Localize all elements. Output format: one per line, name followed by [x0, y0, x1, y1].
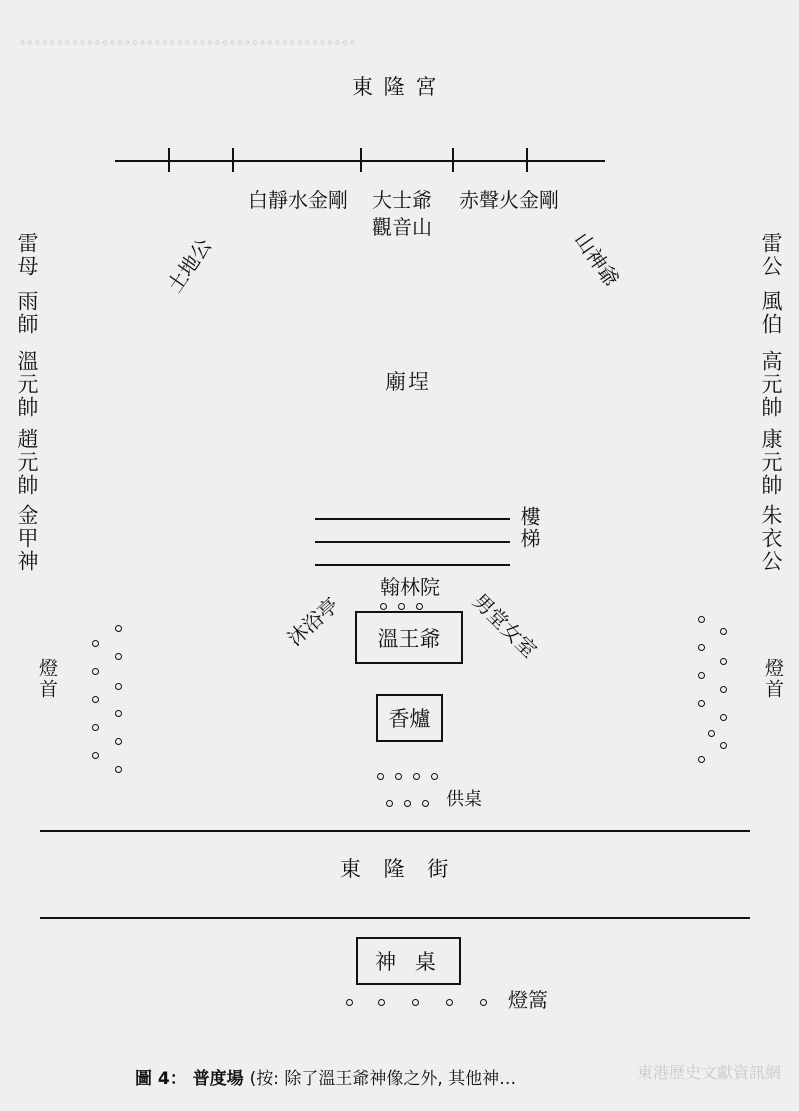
left-lamp-label: 燈首 [35, 658, 58, 700]
lamp-dot [92, 668, 99, 675]
street-bottom-line [40, 917, 750, 919]
left-col-yushi: 雨師 [15, 290, 40, 336]
deity-shanshenye: 山神爺 [569, 227, 624, 291]
watermark: 東港歷史文獻資訊網 [636, 1063, 781, 1082]
lamp-dot [720, 628, 727, 635]
miaocheng-label: 廟埕 [385, 370, 431, 394]
top-tick [452, 148, 454, 172]
offering-dot [431, 773, 438, 780]
deity-guanyinshan: 觀音山 [372, 215, 432, 239]
lamp-dot [720, 686, 727, 693]
lamp-dot [708, 730, 715, 737]
lamp-dot [115, 625, 122, 632]
top-tick [526, 148, 528, 172]
offering-dot [395, 773, 402, 780]
lamp-dot [698, 700, 705, 707]
bottom-altar-label: 神 桌 [375, 950, 442, 974]
offering-dot [380, 603, 387, 610]
lamp-dot [92, 724, 99, 731]
lamp-dot [720, 742, 727, 749]
left-col-jinjiashen: 金甲神 [15, 504, 40, 573]
deity-dashiye: 大士爺 [372, 188, 432, 212]
top-tick [168, 148, 170, 172]
lamp-pole-label: 燈篙 [508, 988, 548, 1012]
caption-note: (按: 除了溫王爺神像之外, 其他神… [249, 1069, 517, 1089]
offering-dot [422, 800, 429, 807]
top-tick [232, 148, 234, 172]
wenwangye-box [355, 611, 463, 664]
right-col-gaoyuanshuai: 高元帥 [759, 350, 784, 419]
incense-burner-box [376, 694, 443, 742]
deity-baijing: 白靜水金剛 [248, 188, 348, 212]
lamp-dot [720, 714, 727, 721]
temple-name: 東 隆 宮 [352, 75, 439, 99]
top-tick [360, 148, 362, 172]
left-col-zhaoyuanshuai: 趙元帥 [15, 428, 40, 497]
offering-dot [416, 603, 423, 610]
hanlinyuan-label: 翰林院 [380, 575, 440, 599]
lamp-dot [115, 683, 122, 690]
figure-caption [135, 1064, 516, 1089]
right-col-leigong: 雷公 [759, 232, 784, 278]
offering-dot [386, 800, 393, 807]
street-name: 東 隆 街 [340, 857, 457, 881]
right-col-kangyuanshuai: 康元帥 [759, 428, 784, 497]
stair-line [315, 541, 510, 543]
lamp-pole-dot [346, 999, 353, 1006]
lamp-dot [698, 672, 705, 679]
stair-line [315, 518, 510, 520]
caption-title: 圖 4： 普度場 [135, 1069, 244, 1089]
street-top-line [40, 830, 750, 832]
offering-dot [404, 800, 411, 807]
right-lamp-label: 燈首 [761, 658, 784, 700]
lamp-dot [698, 644, 705, 651]
lamp-dot [92, 752, 99, 759]
left-col-leimu: 雷母 [15, 232, 40, 278]
offering-dot [377, 773, 384, 780]
offering-table-label: 供桌 [446, 789, 482, 810]
offering-dot [398, 603, 405, 610]
lamp-pole-dot [378, 999, 385, 1006]
incense-burner-label: 香爐 [388, 707, 431, 731]
background-bleed-text: 。。。。。。。。。。。。。。。。。。。。。。。。。。。。。。。。。。。。。。。。。。。。。 [20, 32, 365, 47]
lamp-dot [698, 756, 705, 763]
offering-dot [413, 773, 420, 780]
nantang-label: 男堂女室 [468, 588, 542, 663]
stairs-label: 樓梯 [517, 506, 541, 550]
right-col-fengbo: 風伯 [759, 290, 784, 336]
lamp-dot [115, 653, 122, 660]
lamp-dot [720, 658, 727, 665]
lamp-pole-dot [412, 999, 419, 1006]
lamp-dot [92, 696, 99, 703]
lamp-dot [115, 710, 122, 717]
lamp-dot [698, 616, 705, 623]
muyuting-label: 沐浴亭 [282, 592, 344, 651]
deity-chisheng: 赤聲火金剛 [459, 188, 559, 212]
lamp-dot [115, 766, 122, 773]
left-col-wenyuanshuai: 溫元帥 [15, 350, 40, 419]
deity-tudigong: 土地公 [162, 233, 217, 297]
bottom-altar-box [356, 937, 461, 985]
lamp-dot [92, 640, 99, 647]
right-col-zhuyigong: 朱衣公 [759, 504, 784, 573]
lamp-pole-dot [446, 999, 453, 1006]
wenwangye-label: 溫王爺 [377, 626, 441, 651]
lamp-pole-dot [480, 999, 487, 1006]
stair-line [315, 564, 510, 566]
lamp-dot [115, 738, 122, 745]
